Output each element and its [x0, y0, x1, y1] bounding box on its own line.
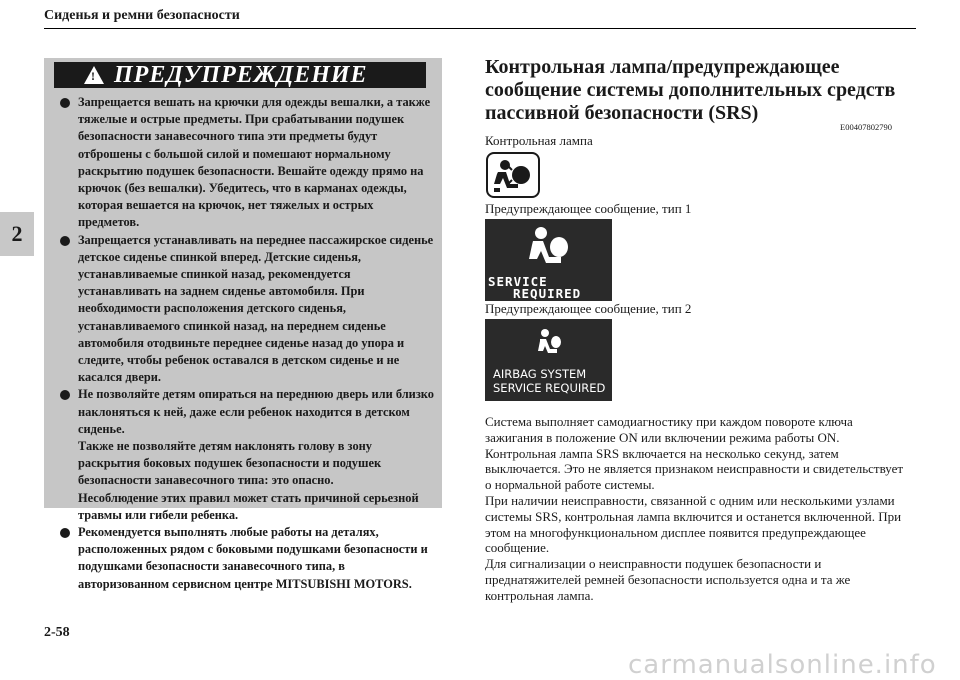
warning-item-text: Несоблюдение этих правил может стать причиной серьезной травмы или гибели ребенка. [78, 490, 419, 522]
warning-banner [54, 62, 426, 88]
section-title: Контрольная лампа/предупреждающее сообщение системы дополнительных средств пассивной безопасности (SRS) [485, 56, 896, 124]
msg1-label: Предупреждающее сообщение, тип 1 [485, 201, 692, 216]
chapter-tab: 2 [0, 212, 34, 256]
screen1-line2: REQUIRED [513, 286, 582, 301]
warning-box [44, 58, 442, 591]
page-header: Сиденья и ремни безопасности [44, 8, 240, 23]
section-code: E00407802790 [840, 122, 892, 132]
warning-triangle-icon: ! [84, 66, 104, 84]
page-number: 2-58 [44, 625, 70, 640]
lamp-label: Контрольная лампа [485, 133, 593, 148]
warning-item [58, 232, 436, 387]
warning-item [58, 386, 436, 524]
airbag-icon [525, 223, 575, 273]
warning-item-text: Запрещается вешать на крючки для одежды вешалки, а также тяжелые и острые предметы. При срабатывании подушек безопасности занавесочного типа эти предметы будут отброшены с большой силой и помешают нормальному раскрытию подушек безопасности. Вешайте одежду прямо на крючок (без вешалки). Убедитесь, что в карманах одежды, которая вешается на крючок, нет тяжелых и острых предметов. [78, 95, 431, 230]
msg2-label: Предупреждающее сообщение, тип 2 [485, 301, 692, 316]
body-paragraph: Система выполняет самодиагностику при каждом повороте ключа зажигания в положение ON или включении режима работы ON. Контрольная лампа SRS включается на несколько секунд, затем выключается. Это не является признаком неисправности и свидетельствует о нормальной работе системы. [485, 414, 904, 493]
body-paragraph: При наличии неисправности, связанной с одним или несколькими узлами системы SRS, контрольная лампа включится и останется включенной. При этом на многофункциональном дисплее появится предупреждающее сообщение. [485, 492, 902, 556]
warning-list [58, 94, 436, 593]
body-paragraph: Для сигнализации о неисправности подушек безопасности и преднатяжителей ремней безопасности используется одна и та же контрольная лампа. [485, 556, 851, 603]
section-body [485, 414, 905, 604]
warning-item [58, 94, 436, 232]
warning-screen-type1 [485, 219, 612, 301]
warning-item-text: Запрещается устанавливать на переднее пассажирское сиденье детское сиденье спинкой вперед. Детские сиденья, устанавливаемые спинкой назад, рекомендуется устанавливать на заднем сиденье автомобиля. При необходимости расположения детского сиденья, устанавливаемого спинкой назад, на переднем сиденье автомобиля отодвиньте переднее сиденье назад до упора и следите, чтобы ребенок оставался в детском сиденье и не касался двери. [78, 232, 434, 385]
warning-item-text: Рекомендуется выполнять любые работы на деталях, расположенных рядом с боковыми подушками безопасности и подушками безопасности занавесочного типа, в авторизованном сервисном центре MITSUBISHI MOTORS. [78, 525, 428, 591]
airbag-small-icon [535, 327, 565, 359]
screen2-line2: SERVICE REQUIRED [493, 381, 606, 395]
screen2-line1: AIRBAG SYSTEM [493, 367, 587, 381]
warning-item-text: Также не позволяйте детям наклонять голову в зону раскрытия боковых подушек безопасности и подушек безопасности занавесочного типа: это опасно. [78, 439, 382, 488]
warning-screen-type2 [485, 319, 612, 401]
watermark: carmanualsonline.info [628, 650, 937, 680]
warning-title: ПРЕДУПРЕЖДЕНИЕ [114, 61, 368, 88]
screen1-line1: SERVICE [488, 274, 548, 289]
warning-item-text: Не позволяйте детям опираться на переднюю дверь или близко наклоняться к ней, даже если ребенок находится в детском сиденье. [78, 387, 434, 436]
warning-item [58, 524, 436, 593]
header-rule [44, 28, 916, 29]
srs-lamp-icon [486, 152, 540, 198]
